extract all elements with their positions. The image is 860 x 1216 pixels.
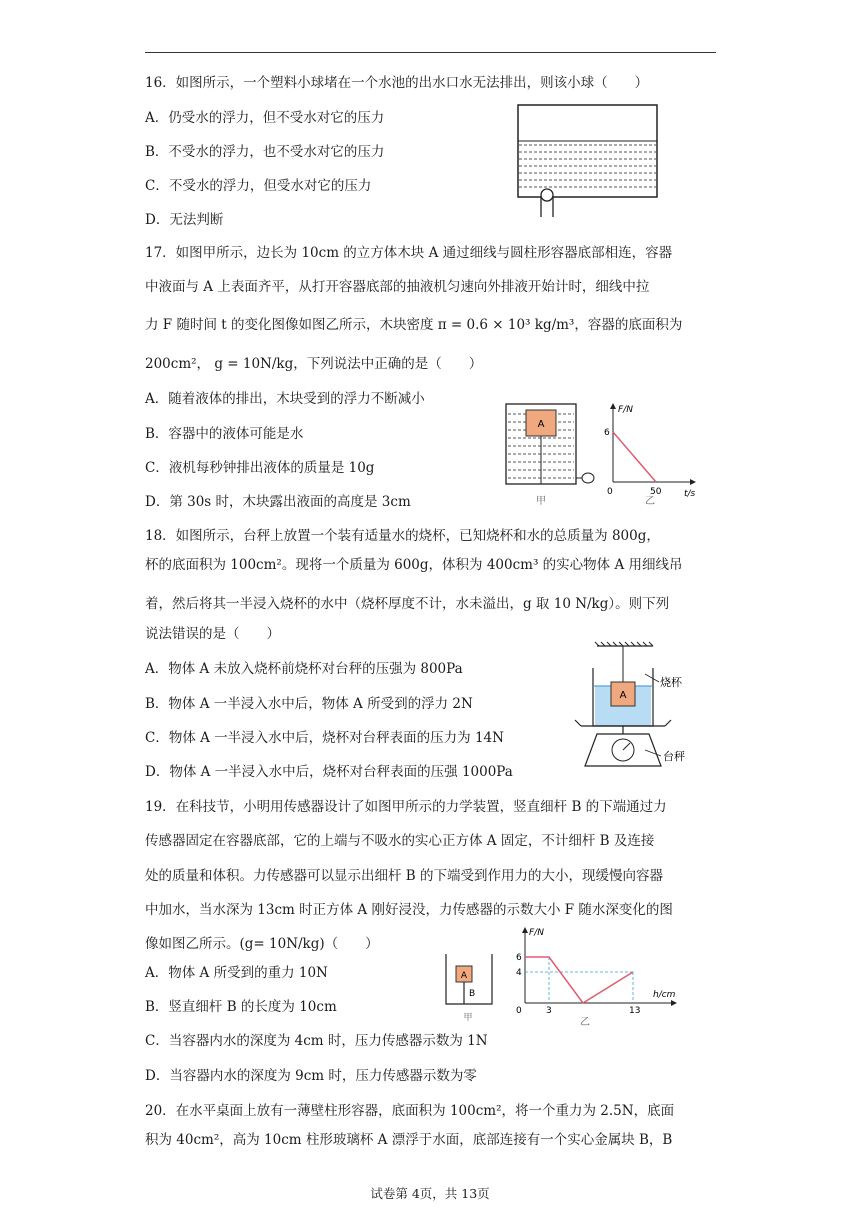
x-tick-13: 13 xyxy=(629,1006,641,1016)
q19-line-4: 中加水，当水深为 13cm 时正方体 A 刚好浸没，力传感器的示数大小 F 随水深变化的图 xyxy=(145,902,673,918)
q18-option-b: B．物体 A 一半浸入水中后，物体 A 所受到的浮力 2N xyxy=(145,696,473,712)
x-axis-label-19: h/cm xyxy=(653,990,676,1000)
q18-option-c: C．物体 A 一半浸入水中后，烧杯对台秤表面的压力为 14N xyxy=(145,730,504,746)
y-tick-4-19: 4 xyxy=(516,968,522,978)
q16-option-b: B．不受水的浮力，也不受水对它的压力 xyxy=(145,144,385,160)
force-line xyxy=(613,432,656,482)
header-rule xyxy=(145,52,716,53)
q19-option-b: B．竖直细杆 B 的长度为 10cm xyxy=(145,999,337,1015)
x-axis-label: t/s xyxy=(684,489,696,499)
q19-option-a: A．物体 A 所受到的重力 10N xyxy=(145,965,328,981)
label-yi: 乙 xyxy=(645,496,655,507)
q18-figure-beaker xyxy=(575,642,715,774)
y-axis-label: F/N xyxy=(618,405,633,415)
x-tick-3: 3 xyxy=(546,1006,552,1016)
q20-line-2: 积为 40cm²，高为 10cm 柱形玻璃杯 A 漂浮于水面，底部连接有一个实心金属块 B，B xyxy=(145,1132,673,1148)
q16-option-c: C．不受水的浮力，但受水对它的压力 xyxy=(145,178,372,194)
q17-line-3: 力 F 随时间 t 的变化图像如图乙所示，木块密度 π = 0.6 × 10³ kg/m³，容器的底面积为 xyxy=(145,317,683,333)
pump-icon xyxy=(582,473,594,483)
q19-option-d: D．当容器内水的深度为 9cm 时，压力传感器示数为零 xyxy=(145,1068,477,1084)
q16-option-a: A．仍受水的浮力，但不受水对它的压力 xyxy=(145,110,385,126)
y-tick-6: 6 xyxy=(604,428,610,438)
y-axis-label-19: F/N xyxy=(529,928,544,938)
q17-line-4: 200cm²， g = 10N/kg，下列说法中正确的是（ ） xyxy=(145,356,483,372)
q19-line-2: 传感器固定在容器底部，它的上端与不吸水的实心正方体 A 固定，不计细杆 B 及连接 xyxy=(145,833,655,849)
rod-b-label: B xyxy=(469,989,476,999)
page-footer: 试卷第 4页，共 13页 xyxy=(370,1186,490,1201)
cube-a-label: A xyxy=(460,971,468,981)
label-beaker: 烧杯 xyxy=(660,676,682,689)
q19-option-c: C．当容器内水的深度为 4cm 时，压力传感器示数为 1N xyxy=(145,1033,488,1049)
q18-option-d: D．物体 A 一半浸入水中后，烧杯对台秤表面的压强 1000Pa xyxy=(145,764,513,780)
q18-option-a: A．物体 A 未放入烧杯前烧杯对台秤的压强为 800Pa xyxy=(145,661,463,677)
q16-figure-pool xyxy=(515,103,660,223)
q17-option-d: D．第 30s 时，木块露出液面的高度是 3cm xyxy=(145,494,411,510)
q17-option-c: C．液机每秒钟排出液体的质量是 10g xyxy=(145,460,375,476)
label-jia-19: 甲 xyxy=(463,1013,473,1023)
q19-figure-jia xyxy=(440,950,500,1030)
origin-label: 0 xyxy=(607,487,613,497)
q19-figure-yi xyxy=(505,925,685,1031)
q17-option-a: A．随着液体的排出，木块受到的浮力不断减小 xyxy=(145,391,425,407)
q17-option-b: B．容器中的液体可能是水 xyxy=(145,426,304,442)
origin-label-19: 0 xyxy=(516,1006,522,1016)
y-tick-6-19: 6 xyxy=(516,953,522,963)
block-a-label: A xyxy=(537,419,545,430)
label-scale: 台秤 xyxy=(663,750,685,763)
q20-line-1: 20．在水平桌面上放有一薄壁柱形容器，底面积为 100cm²，将一个重力为 2.5N，底面 xyxy=(145,1103,675,1119)
q17-line-2: 中液面与 A 上表面齐平，从打开容器底部的抽液机匀速向外排液开始计时，细线中拉 xyxy=(145,279,650,295)
q19-line-3: 处的质量和体积。力传感器可以显示出细杆 B 的下端受到作用力的大小，现缓慢向容器 xyxy=(145,868,664,884)
plastic-ball xyxy=(541,189,553,201)
q19-line-1: 19．在科技节，小明用传感器设计了如图甲所示的力学装置，竖直细杆 B 的下端通过力 xyxy=(145,799,667,815)
object-a-label: A xyxy=(619,690,627,701)
label-yi-19: 乙 xyxy=(580,1017,590,1028)
label-jia: 甲 xyxy=(536,496,546,507)
q17-figure-jia xyxy=(500,400,600,512)
q16-option-d: D．无法判断 xyxy=(145,212,224,228)
q17-line-1: 17．如图甲所示，边长为 10cm 的立方体木块 A 通过细线与圆柱形容器底部相连，容器 xyxy=(145,245,673,261)
q18-line-1: 18．如图所示，台秤上放置一个装有适量水的烧杯，已知烧杯和水的总质量为 800g， xyxy=(145,528,660,544)
force-curve xyxy=(525,957,633,1003)
q18-line-4: 说法错误的是（ ） xyxy=(145,626,280,642)
q16-stem: 16．如图所示，一个塑料小球堵在一个水池的出水口水无法排出，则该小球（ ） xyxy=(145,75,649,91)
q17-figure-yi xyxy=(600,400,700,512)
q18-line-3: 着，然后将其一半浸入烧杯的水中（烧杯厚度不计，水未溢出，g 取 10 N/kg）。则下列 xyxy=(145,596,670,612)
x-tick-50: 50 xyxy=(650,487,662,497)
q19-line-5: 像如图乙所示。(g= 10N/kg)（ ） xyxy=(145,936,379,952)
q18-line-2: 杯的底面积为 100cm²。现将一个质量为 600g，体积为 400cm³ 的实心物体 A 用细线吊 xyxy=(145,557,683,573)
